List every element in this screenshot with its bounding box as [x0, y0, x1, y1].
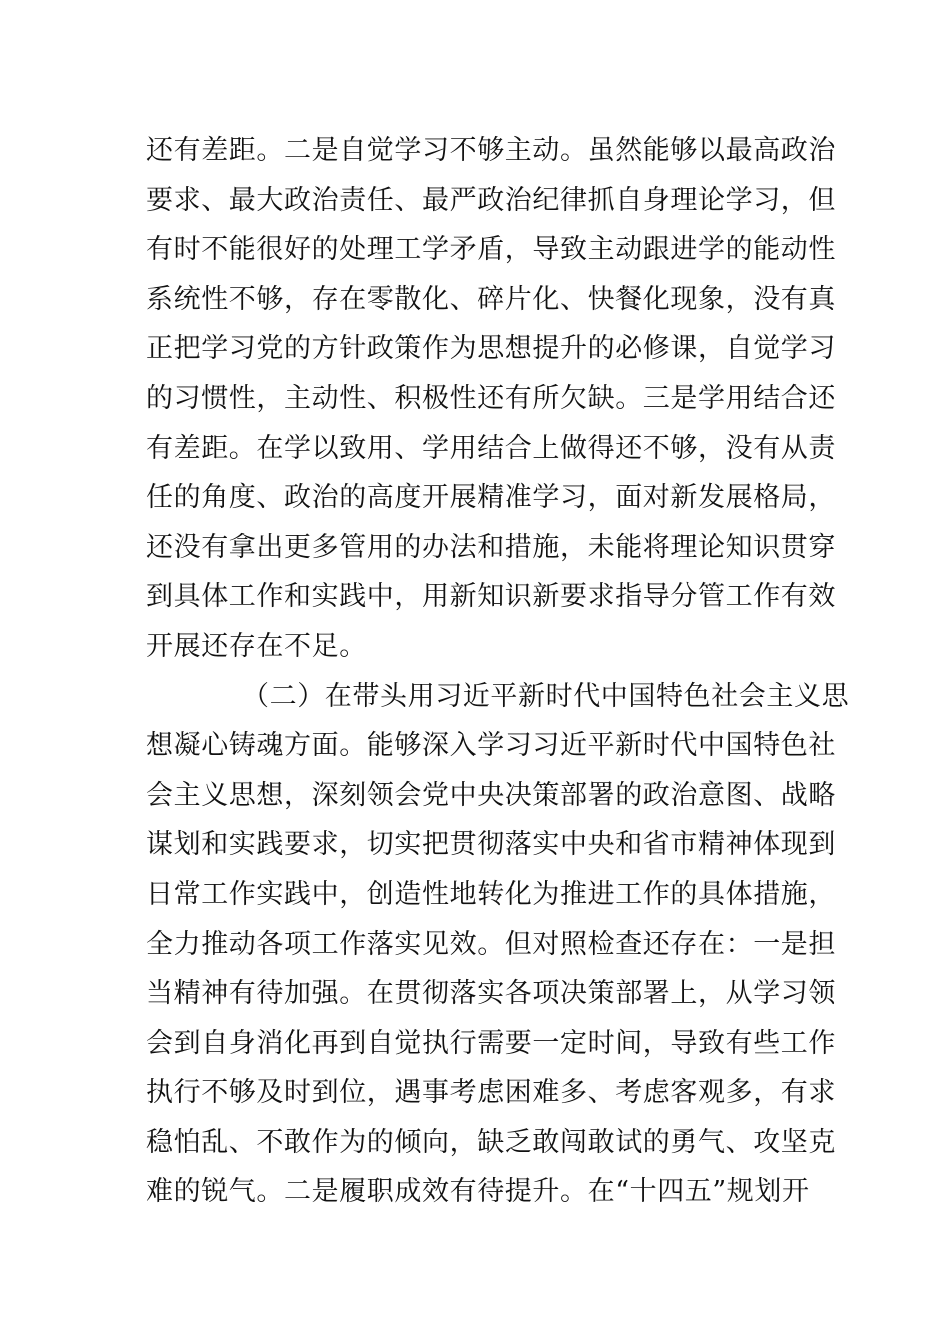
text-line: 稳怕乱、不敢作为的倾向，缺乏敢闯敢试的勇气、攻坚克 [146, 1126, 836, 1158]
section-heading-line: （二）在带头用习近平新时代中国特色社会主义思 [242, 680, 850, 712]
text-line: 还没有拿出更多管用的办法和措施，未能将理论知识贯穿 [146, 531, 836, 563]
text-line: 有差距。在学以致用、学用结合上做得还不够，没有从责 [146, 432, 836, 464]
text-line: 到具体工作和实践中，用新知识新要求指导分管工作有效 [146, 581, 836, 613]
text-line: 谋划和实践要求，切实把贯彻落实中央和省市精神体现到 [146, 829, 836, 861]
text-line: 正把学习党的方针政策作为思想提升的必修课，自觉学习 [146, 333, 836, 365]
text-line: 当精神有待加强。在贯彻落实各项决策部署上，从学习领 [146, 978, 836, 1010]
body-text [146, 126, 850, 1217]
text-line: 日常工作实践中，创造性地转化为推进工作的具体措施， [146, 878, 836, 910]
text-line: 会主义思想，深刻领会党中央决策部署的政治意图、战略 [146, 779, 836, 811]
text-line: 要求、最大政治责任、最严政治纪律抓自身理论学习，但 [146, 184, 836, 216]
text-line: 全力推动各项工作落实见效。但对照检查还存在：一是担 [146, 928, 836, 960]
text-line: 想凝心铸魂方面。能够深入学习习近平新时代中国特色社 [146, 730, 836, 762]
text-line: 还有差距。二是自觉学习不够主动。虽然能够以最高政治 [146, 135, 836, 166]
text-line: 执行不够及时到位，遇事考虑困难多、考虑客观多，有求 [146, 1077, 836, 1109]
text-line: 的习惯性，主动性、积极性还有所欠缺。三是学用结合还 [146, 382, 836, 414]
text-line: 会到自身消化再到自觉执行需要一定时间，导致有些工作 [146, 1027, 836, 1059]
text-line: 难的锐气。二是履职成效有待提升。在“十四五”规划开 [146, 1176, 810, 1208]
text-line: 任的角度、政治的高度开展精准学习，面对新发展格局， [146, 482, 836, 514]
text-line: 开展还存在不足。 [146, 630, 367, 662]
text-line: 系统性不够，存在零散化、碎片化、快餐化现象，没有真 [146, 283, 836, 315]
text-line: 有时不能很好的处理工学矛盾，导致主动跟进学的能动性 [146, 234, 836, 266]
